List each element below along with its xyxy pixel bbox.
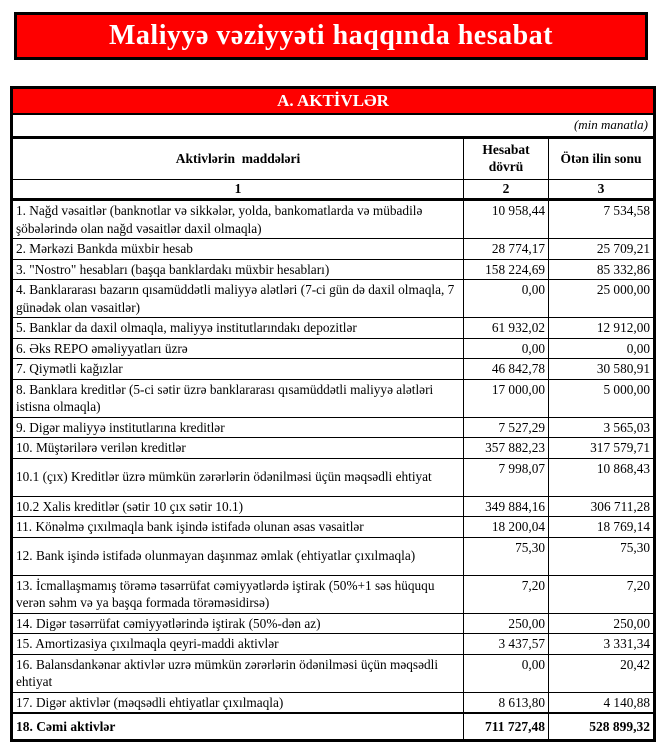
row-label: 14. Digər təsərrüfat cəmiyyətlərində iştirak (50%-dən az) <box>12 613 464 634</box>
row-label: 11. Könəlmə çıxılmaqla bank işində istifadə olunan əsas vəsaitlər <box>12 517 464 538</box>
assets-table <box>10 86 656 742</box>
table-row <box>12 537 655 575</box>
table-body <box>12 200 655 714</box>
table-row <box>12 517 655 538</box>
row-current-value: 349 884,16 <box>464 496 549 517</box>
table-row <box>12 496 655 517</box>
row-current-value: 46 842,78 <box>464 359 549 380</box>
row-label: 12. Bank işində istifadə olunmayan daşınmaz əmlak (ehtiyatlar çıxılmaqla) <box>12 537 464 575</box>
row-label: 16. Balansdankənar aktivlər uzrə mümkün zərərlərin ödənilməsi üçün məqsədli ehtiyat <box>12 654 464 692</box>
table-row <box>12 280 655 318</box>
total-row <box>12 713 655 741</box>
column-number-1: 1 <box>12 180 464 200</box>
total-row-current-value: 711 727,48 <box>464 713 549 741</box>
column-number-row <box>12 180 655 200</box>
row-current-value: 8 613,80 <box>464 692 549 713</box>
table-row <box>12 575 655 613</box>
row-previous-value: 85 332,86 <box>549 259 655 280</box>
table-row <box>12 438 655 459</box>
table-row <box>12 417 655 438</box>
report-title: Maliyyə vəziyyəti haqqında hesabat <box>108 20 553 51</box>
row-current-value: 7,20 <box>464 575 549 613</box>
section-header-row <box>12 88 655 115</box>
column-number-3: 3 <box>549 180 655 200</box>
row-previous-value: 306 711,28 <box>549 496 655 517</box>
row-previous-value: 3 565,03 <box>549 417 655 438</box>
row-previous-value: 12 912,00 <box>549 318 655 339</box>
row-current-value: 357 882,23 <box>464 438 549 459</box>
row-previous-value: 3 331,34 <box>549 634 655 655</box>
row-previous-value: 7 534,58 <box>549 200 655 239</box>
table-row <box>12 613 655 634</box>
row-label: 1. Nağd vəsaitlər (banknotlar və sikkələr, yolda, bankomatlarda və mübadilə şöbələrində olan nağd vəsaitlər daxil olmaqla) <box>12 200 464 239</box>
row-label: 13. İcmallaşmamış törəmə təsərrüfat cəmiyyətlərdə iştirak (50%+1 səs hüququ verən səhm və ya başqa formada törəməsidirsə) <box>12 575 464 613</box>
column-header-items: Aktivlərin maddələri <box>12 138 464 180</box>
row-current-value: 7 527,29 <box>464 417 549 438</box>
total-row-label: 18. Cəmi aktivlər <box>12 713 464 741</box>
total-row-previous-value: 528 899,32 <box>549 713 655 741</box>
table-row <box>12 259 655 280</box>
row-current-value: 17 000,00 <box>464 379 549 417</box>
unit-note: (min manatla) <box>12 114 655 138</box>
table-row <box>12 200 655 239</box>
row-label: 3. "Nostro" hesabları (başqa banklardakı müxbir hesabları) <box>12 259 464 280</box>
row-current-value: 10 958,44 <box>464 200 549 239</box>
section-header: A. AKTİVLƏR <box>12 88 655 115</box>
row-previous-value: 18 769,14 <box>549 517 655 538</box>
row-label: 5. Banklar da daxil olmaqla, maliyyə institutlarındakı depozitlər <box>12 318 464 339</box>
row-previous-value: 4 140,88 <box>549 692 655 713</box>
row-current-value: 0,00 <box>464 280 549 318</box>
column-header-previous-year-end: Ötən ilin sonu <box>549 138 655 180</box>
row-current-value: 0,00 <box>464 338 549 359</box>
table-row <box>12 359 655 380</box>
row-current-value: 28 774,17 <box>464 239 549 260</box>
column-header-current-period: Hesabat dövrü <box>464 138 549 180</box>
row-label: 10.1 (çıx) Kreditlər üzrə mümkün zərərlərin ödənilməsi üçün məqsədli ehtiyat <box>12 458 464 496</box>
table-row <box>12 379 655 417</box>
row-label: 2. Mərkəzi Bankda müxbir hesab <box>12 239 464 260</box>
row-previous-value: 250,00 <box>549 613 655 634</box>
row-label: 10.2 Xalis kreditlər (sətir 10 çıx sətir 10.1) <box>12 496 464 517</box>
row-previous-value: 25 000,00 <box>549 280 655 318</box>
row-current-value: 3 437,57 <box>464 634 549 655</box>
row-previous-value: 0,00 <box>549 338 655 359</box>
row-current-value: 75,30 <box>464 537 549 575</box>
table-row <box>12 458 655 496</box>
row-previous-value: 25 709,21 <box>549 239 655 260</box>
row-previous-value: 20,42 <box>549 654 655 692</box>
row-previous-value: 10 868,43 <box>549 458 655 496</box>
row-current-value: 61 932,02 <box>464 318 549 339</box>
row-previous-value: 5 000,00 <box>549 379 655 417</box>
row-previous-value: 7,20 <box>549 575 655 613</box>
row-current-value: 7 998,07 <box>464 458 549 496</box>
unit-note-row <box>12 114 655 138</box>
row-previous-value: 317 579,71 <box>549 438 655 459</box>
row-previous-value: 75,30 <box>549 537 655 575</box>
row-label: 9. Digər maliyyə institutlarına kreditlər <box>12 417 464 438</box>
row-current-value: 18 200,04 <box>464 517 549 538</box>
column-header-row <box>12 138 655 180</box>
row-previous-value: 30 580,91 <box>549 359 655 380</box>
row-label: 7. Qiymətli kağızlar <box>12 359 464 380</box>
row-label: 17. Digər aktivlər (məqsədli ehtiyatlar çıxılmaqla) <box>12 692 464 713</box>
table-row <box>12 338 655 359</box>
table-row <box>12 654 655 692</box>
row-label: 15. Amortizasiya çıxılmaqla qeyri-maddi aktivlər <box>12 634 464 655</box>
table-row <box>12 634 655 655</box>
table-row <box>12 318 655 339</box>
row-current-value: 250,00 <box>464 613 549 634</box>
row-label: 4. Banklararası bazarın qısamüddətli maliyyə alətləri (7-ci gün də daxil olmaqla, 7 günədək olan vəsaitlər) <box>12 280 464 318</box>
report-title-banner <box>14 12 648 60</box>
table-row <box>12 239 655 260</box>
row-current-value: 158 224,69 <box>464 259 549 280</box>
assets-report <box>10 86 665 742</box>
row-current-value: 0,00 <box>464 654 549 692</box>
table-row <box>12 692 655 713</box>
row-label: 6. Əks REPO əməliyyatları üzrə <box>12 338 464 359</box>
row-label: 10. Müştərilərə verilən kreditlər <box>12 438 464 459</box>
row-label: 8. Banklara kreditlər (5-ci sətir üzrə banklararası qısamüddətli maliyyə alətləri istisna olmaqla) <box>12 379 464 417</box>
column-number-2: 2 <box>464 180 549 200</box>
